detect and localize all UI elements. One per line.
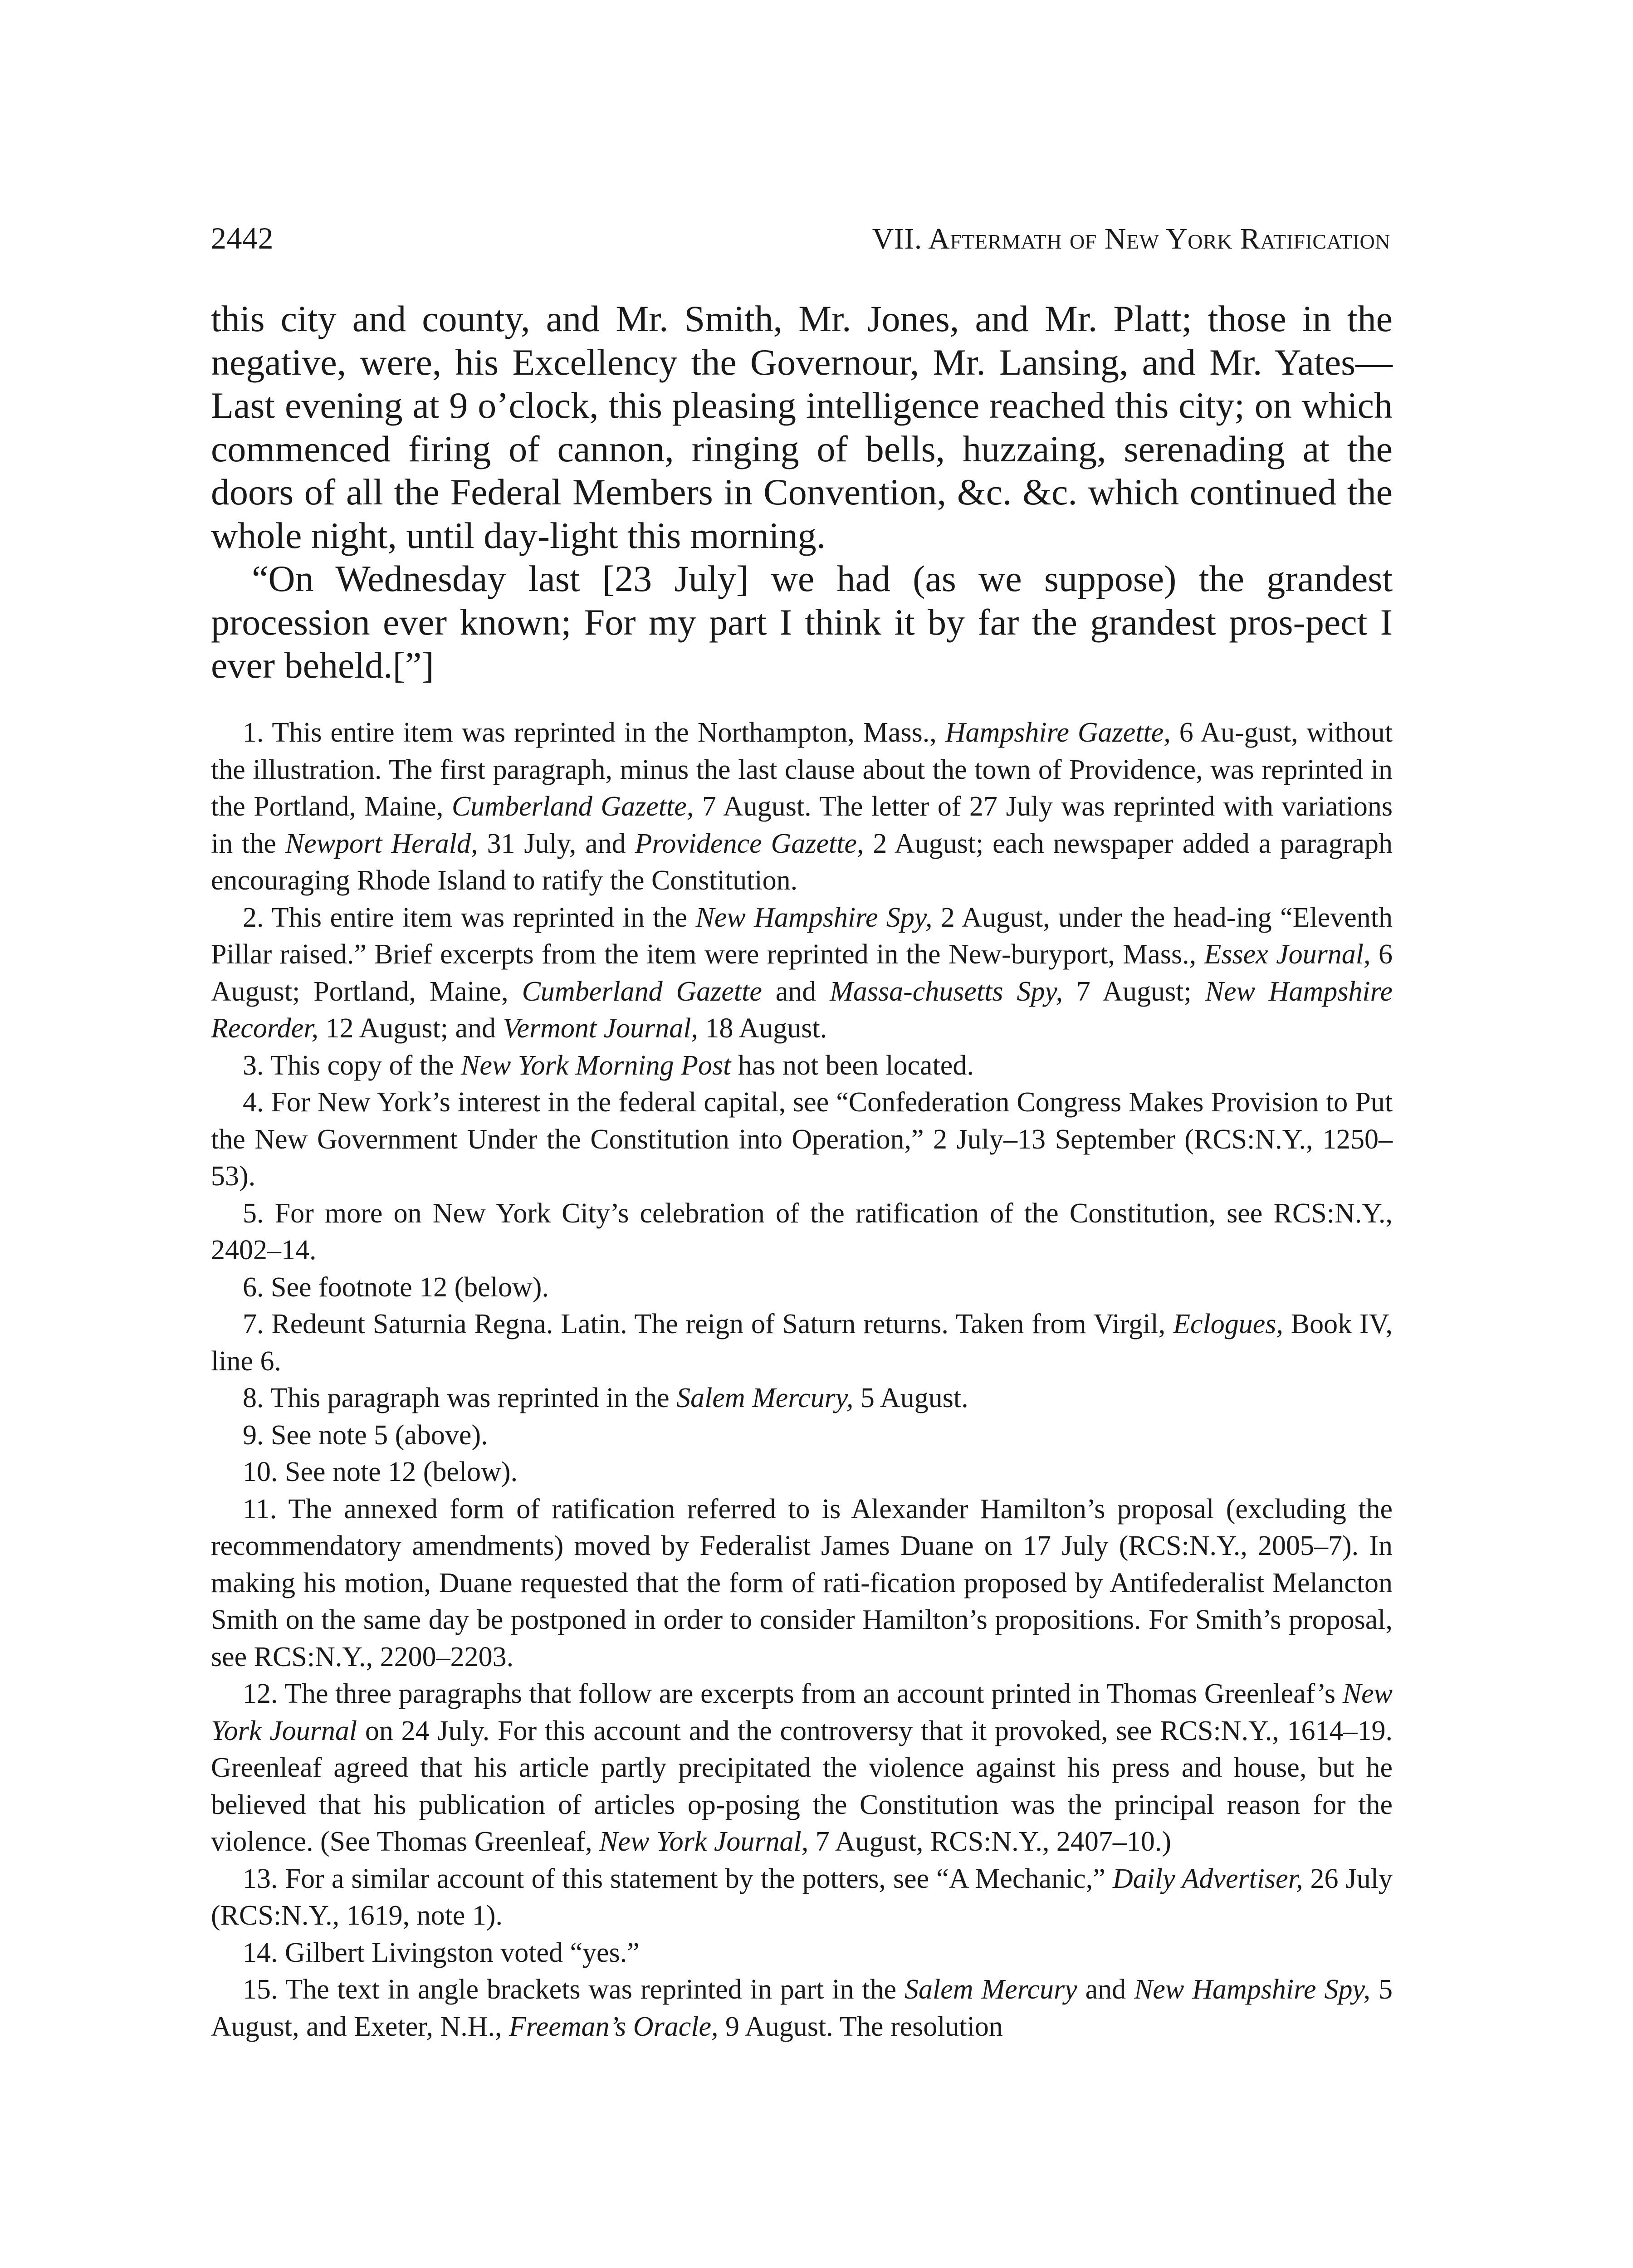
footnote-text: Gilbert Livingston voted “yes.” bbox=[278, 1937, 640, 1968]
footnote-text: 5 August, and Exeter, N.H., bbox=[211, 1974, 1393, 2042]
footnote-text: This paragraph was reprinted in the bbox=[264, 1383, 677, 1413]
footnote-text: 2 August; each newspaper added a paragraph encouraging Rhode Island to ratify the Constitution. bbox=[211, 828, 1393, 896]
footnote bbox=[211, 1861, 1393, 1935]
footnote bbox=[211, 1269, 1393, 1306]
footnote-text: 26 July (RCS:N.Y., 1619, note 1). bbox=[211, 1863, 1393, 1931]
footnote bbox=[211, 1380, 1393, 1417]
footnote bbox=[211, 1454, 1393, 1491]
footnote-number: 13. bbox=[243, 1863, 278, 1894]
footnote bbox=[211, 714, 1393, 899]
footnote-citation-title: New Hampshire Spy, bbox=[1134, 1974, 1371, 2005]
footnotes bbox=[211, 714, 1393, 2045]
footnote bbox=[211, 1676, 1393, 1861]
footnote-citation-title: Freeman’s Oracle, bbox=[509, 2011, 719, 2042]
footnote-text: For a similar account of this statement by the potters, see “A Mechanic,” bbox=[278, 1863, 1113, 1894]
footnote-number: 6. bbox=[243, 1271, 264, 1303]
main-paragraph: “On Wednesday last [23 July] we had (as we suppose) the grandest procession ever known; For my part I think it by far the grandest pros-pect I ever beheld.[”] bbox=[211, 558, 1393, 686]
footnote-text: 9 August. The resolution bbox=[718, 2011, 1003, 2042]
footnote-text: 2 August, under the head-ing “Eleventh Pillar raised.” Brief excerpts from the item were reprinted in the New-buryport, Mass., bbox=[211, 902, 1393, 970]
footnote bbox=[211, 1491, 1393, 1676]
footnote-text: The annexed form of ratification referred to is Alexander Hamilton’s proposal (excluding the recommendatory amendments) moved by Federalist James Duane on 17 July (RCS:N.Y., 2005–7). In making his motion, Duane requested that the form of rati-fication proposed by Antifederalist Melancton Smith on the same day be postponed in order to consider Hamilton’s propositions. For Smith’s proposal, see RCS:N.Y., 2200–2203. bbox=[211, 1493, 1393, 1672]
footnote-text: and bbox=[1077, 1974, 1134, 2005]
footnote-text: on 24 July. For this account and the controversy that it provoked, see RCS:N.Y., 1614–19. Greenleaf agreed that his article partly precipitated the violence against his press and house, but he believed that his publication of articles op-posing the Constitution was the principal reason for the violence. (See Thomas Greenleaf, bbox=[211, 1715, 1393, 1857]
footnote-citation-title: New York Journal, bbox=[599, 1826, 809, 1857]
footnote-text: has not been located. bbox=[731, 1050, 974, 1081]
footnote bbox=[211, 1084, 1393, 1195]
footnote-number: 4. bbox=[243, 1087, 264, 1118]
footnote-number: 2. bbox=[243, 902, 264, 933]
footnote-citation-title: Massa-chusetts Spy, bbox=[830, 976, 1063, 1007]
footnote-text: For New York’s interest in the federal capital, see “Confederation Congress Makes Provision to Put the New Government Under the Constitution into Operation,” 2 July–13 September (RCS:N.Y., 1250–53). bbox=[211, 1087, 1393, 1192]
footnote bbox=[211, 1935, 1393, 1972]
footnote-text: This entire item was reprinted in the Northampton, Mass., bbox=[264, 717, 945, 748]
footnote-text: and bbox=[762, 976, 830, 1007]
footnote-citation-title: New Hampshire Recorder, bbox=[211, 976, 1393, 1044]
running-head bbox=[211, 218, 1390, 259]
footnote-citation-title: Salem Mercury bbox=[905, 1974, 1077, 2005]
footnote bbox=[211, 899, 1393, 1047]
footnote-citation-title: Essex Journal, bbox=[1204, 939, 1371, 970]
main-paragraph: this city and county, and Mr. Smith, Mr. Jones, and Mr. Platt; those in the negative, were, his Excellency the Governour, Mr. Lansing, and Mr. Yates—Last evening at 9 o’clock, this pleasing intelligence reached this city; on which commenced firing of cannon, ringing of bells, huzzaing, serenading at the doors of all the Federal Members in Convention, &c. &c. which continued the whole night, until day-light this morning. bbox=[211, 298, 1393, 556]
chapter-title: VII. Aftermath of New York Ratification bbox=[872, 222, 1390, 255]
footnote-citation-title: Providence Gazette, bbox=[635, 828, 864, 859]
footnote-citation-title: New York Morning Post bbox=[461, 1050, 731, 1081]
footnote-text: See note 5 (above). bbox=[264, 1419, 488, 1451]
footnote-number: 7. bbox=[243, 1309, 264, 1339]
footnote bbox=[211, 1971, 1393, 2045]
footnote bbox=[211, 1047, 1393, 1085]
footnote-citation-title: Cumberland Gazette, bbox=[451, 791, 694, 822]
footnote-text: 5 August. bbox=[853, 1383, 968, 1413]
footnote-text: 6 August; Portland, Maine, bbox=[211, 939, 1393, 1007]
footnote-citation-title: Eclogues, bbox=[1173, 1309, 1283, 1339]
footnote-number: 5. bbox=[243, 1198, 264, 1229]
footnote-text: 7 August, RCS:N.Y., 2407–10.) bbox=[808, 1826, 1172, 1857]
footnote-citation-title: New Hampshire Spy, bbox=[695, 902, 933, 933]
footnote-citation-title: New York Journal bbox=[211, 1678, 1393, 1746]
footnote-number: 15. bbox=[243, 1974, 278, 2005]
footnote-number: 1. bbox=[243, 717, 264, 748]
footnote-text: This copy of the bbox=[264, 1050, 461, 1081]
footnote-number: 9. bbox=[243, 1419, 264, 1451]
footnote-citation-title: Daily Advertiser, bbox=[1112, 1863, 1303, 1894]
footnote-text: 31 July, and bbox=[478, 828, 635, 859]
footnote-text: 18 August. bbox=[698, 1013, 827, 1044]
footnote-text: Book IV, line 6. bbox=[211, 1309, 1393, 1377]
footnote-text: Redeunt Saturnia Regna. Latin. The reign of Saturn returns. Taken from Virgil, bbox=[264, 1309, 1173, 1339]
footnote-text: 7 August. The letter of 27 July was reprinted with variations in the bbox=[211, 791, 1393, 859]
footnote bbox=[211, 1195, 1393, 1269]
footnote-citation-title: Hampshire Gazette, bbox=[945, 717, 1171, 748]
footnote-text: This entire item was reprinted in the bbox=[264, 902, 696, 933]
footnote bbox=[211, 1306, 1393, 1380]
footnote-text: The three paragraphs that follow are excerpts from an account printed in Thomas Greenleaf’s bbox=[278, 1678, 1343, 1709]
footnote-number: 14. bbox=[243, 1937, 278, 1968]
footnote-number: 3. bbox=[243, 1050, 264, 1081]
page-number: 2442 bbox=[211, 221, 274, 255]
footnote-citation-title: Newport Herald, bbox=[285, 828, 478, 859]
footnote bbox=[211, 1417, 1393, 1454]
footnote-text: 7 August; bbox=[1062, 976, 1205, 1007]
footnote-citation-title: Salem Mercury, bbox=[676, 1383, 854, 1413]
footnote-text: See footnote 12 (below). bbox=[264, 1271, 549, 1303]
footnote-citation-title: Cumberland Gazette bbox=[522, 976, 762, 1007]
footnote-number: 8. bbox=[243, 1383, 264, 1413]
main-text bbox=[211, 297, 1393, 687]
footnote-text: See note 12 (below). bbox=[278, 1457, 518, 1487]
footnote-number: 11. bbox=[243, 1493, 277, 1525]
footnote-text: For more on New York City’s celebration of the ratification of the Constitution, see RCS:N.Y., 2402–14. bbox=[211, 1198, 1393, 1266]
footnote-citation-title: Vermont Journal, bbox=[503, 1013, 698, 1044]
footnote-number: 10. bbox=[243, 1457, 278, 1487]
footnote-text: The text in angle brackets was reprinted in part in the bbox=[278, 1974, 905, 2005]
footnote-text: 12 August; and bbox=[318, 1013, 503, 1044]
footnote-number: 12. bbox=[243, 1678, 278, 1709]
footnote-text: 6 Au-gust, without the illustration. The first paragraph, minus the last clause about the town of Providence, was reprinted in the Portland, Maine, bbox=[211, 717, 1393, 822]
